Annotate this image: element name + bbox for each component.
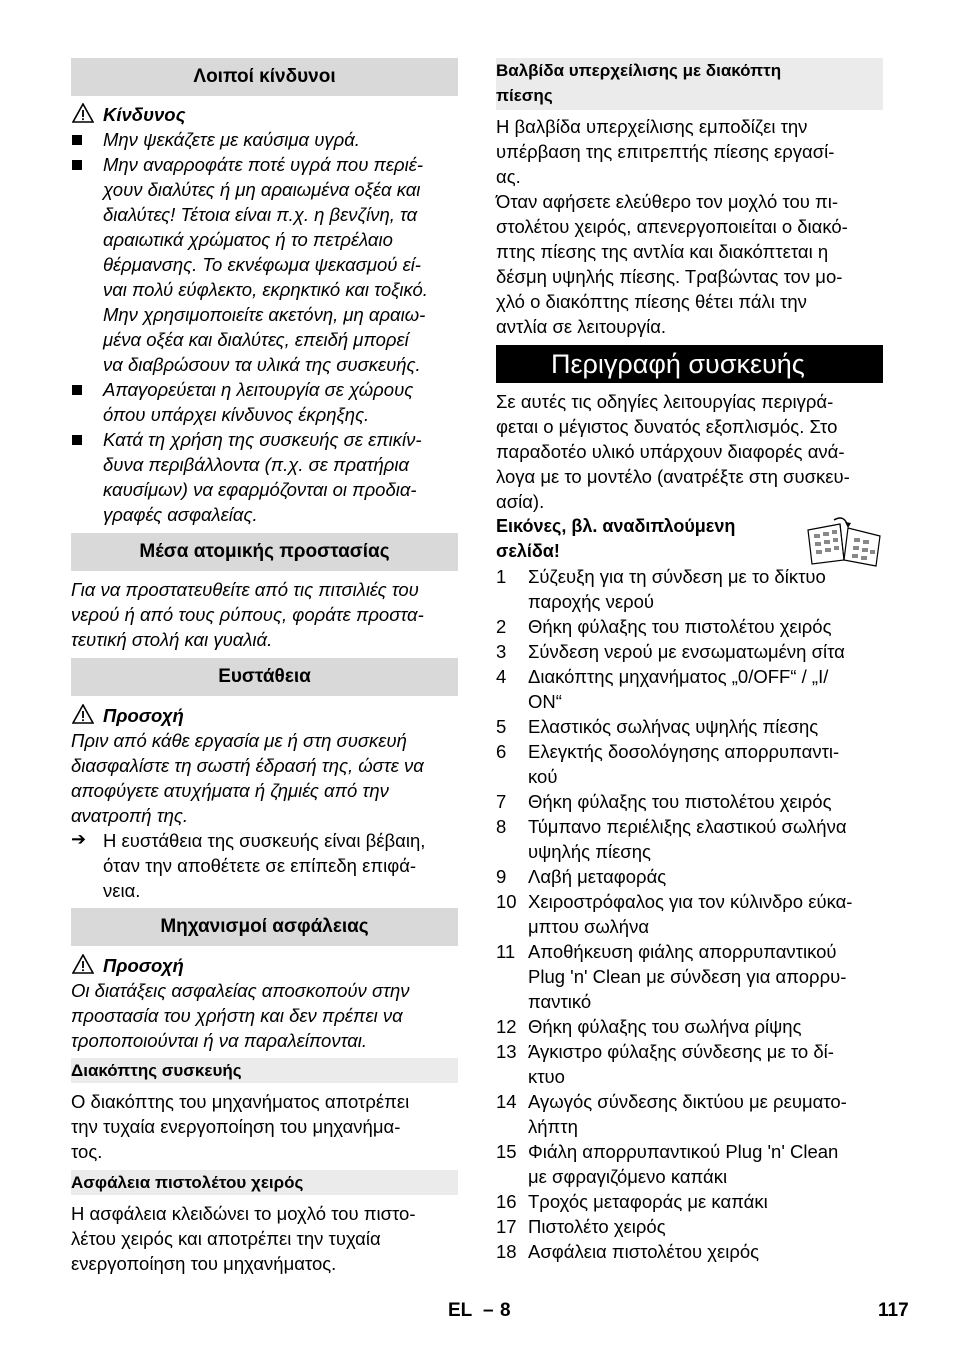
- list-item-number: 8: [496, 816, 507, 837]
- footer-separator: –: [483, 1300, 494, 1321]
- list-item-text: Χειροστρόφαλος για τον κύλινδρο εύκα-: [528, 891, 853, 912]
- subheading-valve: [496, 58, 883, 110]
- bullet-text-line: να διαβρώσουν τα υλικά της συσκευής.: [103, 354, 421, 375]
- bullet-square-icon: [72, 435, 82, 445]
- text-line: όταν την αποθέτετε σε επίπεδη επιφά-: [103, 855, 417, 876]
- list-item-text: υψηλής πίεσης: [528, 841, 651, 862]
- footer-local-page: 8: [500, 1300, 511, 1321]
- list-item-number: 12: [496, 1016, 517, 1037]
- bullet-text-line: θέρμανσης. Το εκνέφωμα ψεκασμού εί-: [103, 254, 421, 275]
- text-line: Όταν αφήσετε ελεύθερο τον μοχλό του πι-: [496, 191, 839, 212]
- footer-language: EL: [448, 1300, 473, 1321]
- list-item-text: Τύμπανο περιέλιξης ελαστικού σωλήνα: [528, 816, 847, 837]
- caution-label: Προσοχή: [103, 705, 184, 726]
- warning-icon: [72, 103, 94, 123]
- bullet-text-line: Μην χρησιμοποιείτε ακετόνη, μη αραιω-: [103, 304, 426, 325]
- arrow-right-icon: ➔: [71, 829, 87, 849]
- figures-note-line: Εικόνες, βλ. αναδιπλούμενη: [496, 516, 736, 536]
- text-line: παραδοτέο υλικό υπάρχουν διαφορές ανά-: [496, 441, 845, 462]
- section-heading-safety: Μηχανισμοί ασφάλειας: [71, 908, 458, 946]
- list-item-text: Θήκη φύλαξης του πιστολέτου χειρός: [528, 791, 832, 812]
- warning-icon: [72, 954, 94, 974]
- list-item-text: Άγκιστρο φύλαξης σύνδεσης με το δί-: [528, 1041, 834, 1062]
- list-item-text: Αποθήκευση φιάλης απορρυπαντικού: [528, 941, 837, 962]
- list-item-number: 14: [496, 1091, 517, 1112]
- bullet-text-line: Κατά τη χρήση της συσκευής σε επικίν-: [103, 429, 422, 450]
- list-item-text: λήπτη: [528, 1116, 578, 1137]
- text-line: αντλία σε λειτουργία.: [496, 316, 667, 337]
- list-item-number: 16: [496, 1191, 517, 1212]
- foldout-page-icon: [804, 516, 884, 568]
- list-item-number: 6: [496, 741, 507, 762]
- list-item-number: 4: [496, 666, 507, 687]
- bullet-text-line: Μην ψεκάζετε με καύσιμα υγρά.: [103, 129, 360, 150]
- list-item-text: με σφραγιζόμενο καπάκι: [528, 1166, 728, 1187]
- list-item-number: 10: [496, 891, 517, 912]
- figures-note: [496, 514, 735, 564]
- list-item-number: 15: [496, 1141, 517, 1162]
- text-line: τροποποιούνται ή να παραλείπονται.: [71, 1030, 368, 1051]
- text-line: ασία).: [496, 491, 545, 512]
- text-line: δέσμη υψηλής πίεσης. Τραβώντας τον μο-: [496, 266, 843, 287]
- list-item-number: 5: [496, 716, 507, 737]
- text-line: την τυχαία ενεργοποίηση του μηχανήμα-: [71, 1116, 401, 1137]
- text-line: Η ασφάλεια κλειδώνει το μοχλό του πιστο-: [71, 1203, 416, 1224]
- text-line: Πριν από κάθε εργασία με ή στη συσκευή: [71, 730, 407, 751]
- list-item-number: 9: [496, 866, 507, 887]
- bullet-square-icon: [72, 385, 82, 395]
- bullet-text-line: Μην αναρροφάτε ποτέ υγρά που περιέ-: [103, 154, 424, 175]
- list-item-text: Λαβή μεταφοράς: [528, 866, 667, 887]
- text-line: Για να προστατευθείτε από τις πιτσιλιές του: [71, 579, 419, 600]
- valve-heading-line: πίεσης: [496, 86, 553, 105]
- list-item-text: ON“: [528, 691, 562, 712]
- text-line: ανατροπή της.: [71, 805, 189, 826]
- text-line: Η βαλβίδα υπερχείλισης εμποδίζει την: [496, 116, 808, 137]
- list-item-text: Σύνδεση νερού με ενσωματωμένη σίτα: [528, 641, 845, 662]
- bullet-square-icon: [72, 135, 82, 145]
- warning-icon: [72, 704, 94, 724]
- text-line: Ο διακόπτης του μηχανήματος αποτρέπει: [71, 1091, 410, 1112]
- section-heading-risks: Λοιποί κίνδυνοι: [71, 58, 458, 96]
- list-item-text: Ελαστικός σωλήνας υψηλής πίεσης: [528, 716, 819, 737]
- text-line: προστασία του χρήστη και δεν πρέπει να: [71, 1005, 403, 1026]
- list-item-text: παντικό: [528, 991, 592, 1012]
- list-item-number: 17: [496, 1216, 517, 1237]
- list-item-text: Διακόπτης μηχανήματος „0/OFF“ / „I/: [528, 666, 829, 687]
- section-heading-stability: Ευστάθεια: [71, 658, 458, 696]
- list-item-number: 1: [496, 566, 507, 587]
- bullet-text-line: διαλύτες! Τέτοια είναι π.χ. η βενζίνη, τα: [103, 204, 418, 225]
- text-line: Η ευστάθεια της συσκευής είναι βέβαιη,: [103, 830, 426, 851]
- text-line: πτης πίεσης της αντλία και διακόπτεται η: [496, 241, 829, 262]
- text-line: Σε αυτές τις οδηγίες λειτουργίας περιγρά-: [496, 391, 834, 412]
- valve-heading-line: Βαλβίδα υπερχείλισης με διακόπτη: [496, 61, 782, 80]
- text-line: ας.: [496, 166, 521, 187]
- text-line: λογα με το μοντέλο (ανατρέξτε στη συσκευ-: [496, 466, 850, 487]
- list-item-number: 3: [496, 641, 507, 662]
- text-line: ενεργοποίηση του μηχανήματος.: [71, 1253, 337, 1274]
- text-line: νεια.: [103, 880, 141, 901]
- bullet-text-line: όπου υπάρχει κίνδυνος έκρηξης.: [103, 404, 370, 425]
- bullet-text-line: Απαγορεύεται η λειτουργία σε χώρους: [103, 379, 414, 400]
- text-line: υπέρβαση της επιτρεπτής πίεσης εργασί-: [496, 141, 835, 162]
- list-item-text: Πιστολέτο χειρός: [528, 1216, 666, 1237]
- text-line: αποφύγετε ατυχήματα ή ζημιές από την: [71, 780, 389, 801]
- bullet-text-line: καυσίμων) να εφαρμόζονται οι προδια-: [103, 479, 417, 500]
- danger-label: Κίνδυνος: [103, 104, 186, 125]
- subheading-gun-lock: Ασφάλεια πιστολέτου χειρός: [71, 1170, 458, 1195]
- section-heading-ppe: Μέσα ατομικής προστασίας: [71, 533, 458, 571]
- list-item-text: κτυο: [528, 1066, 565, 1087]
- description-title-text: Περιγραφή συσκευής: [551, 349, 805, 379]
- list-item-text: κού: [528, 766, 558, 787]
- bullet-text-line: αραιωτικά χρώματος ή το πετρέλαιο: [103, 229, 393, 250]
- bullet-text-line: ναι πολύ εύφλεκτο, εκρηκτικό και τοξικό.: [103, 279, 428, 300]
- text-line: τευτική στολή και γυαλιά.: [71, 629, 273, 650]
- description-title: [496, 345, 883, 383]
- list-item-text: παροχής νερού: [528, 591, 654, 612]
- caution-label-2: Προσοχή: [103, 955, 184, 976]
- bullet-text-line: χουν διαλύτες ή μη αραιωμένα οξέα και: [103, 179, 421, 200]
- list-item-text: Θήκη φύλαξης του σωλήνα ρίψης: [528, 1016, 802, 1037]
- list-item-text: Σύζευξη για τη σύνδεση με το δίκτυο: [528, 566, 826, 587]
- list-item-text: μπτου σωλήνα: [528, 916, 650, 937]
- bullet-text-line: δυνα περιβάλλοντα (π.χ. σε πρατήρια: [103, 454, 410, 475]
- figures-note-line: σελίδα!: [496, 541, 560, 561]
- list-item-text: Τροχός μεταφοράς με καπάκι: [528, 1191, 768, 1212]
- list-item-number: 18: [496, 1241, 517, 1262]
- list-item-text: Θήκη φύλαξης του πιστολέτου χειρός: [528, 616, 832, 637]
- list-item-text: Ελεγκτής δοσολόγησης απορρυπαντι-: [528, 741, 840, 762]
- list-item-number: 11: [496, 941, 516, 962]
- bullet-text-line: γραφές ασφαλείας.: [103, 504, 258, 525]
- text-line: διασφαλίστε τη σωστή έδρασή της, ώστε να: [71, 755, 424, 776]
- footer-page-number: 117: [878, 1300, 909, 1321]
- bullet-square-icon: [72, 160, 82, 170]
- list-item-text: Αγωγός σύνδεσης δικτύου με ρευματο-: [528, 1091, 847, 1112]
- text-line: φεται ο μέγιστος δυνατός εξοπλισμός. Στο: [496, 416, 838, 437]
- list-item-number: 2: [496, 616, 507, 637]
- list-item-text: Φιάλη απορρυπαντικού Plug 'n' Clean: [528, 1141, 839, 1162]
- list-item-text: Ασφάλεια πιστολέτου χειρός: [528, 1241, 760, 1262]
- text-line: λέτου χειρός και αποτρέπει την τυχαία: [71, 1228, 381, 1249]
- text-line: τος.: [71, 1141, 103, 1162]
- text-line: χλό ο διακόπτης πίεσης θέτει πάλι την: [496, 291, 807, 312]
- text-line: στολέτου χειρός, απενεργοποιείται ο διακό-: [496, 216, 848, 237]
- subheading-switch: Διακόπτης συσκευής: [71, 1058, 458, 1083]
- list-item-number: 7: [496, 791, 507, 812]
- text-line: νερού ή από τους ρύπους, φοράτε προστα-: [71, 604, 424, 625]
- list-item-text: Plug 'n' Clean με σύνδεση για απορρυ-: [528, 966, 847, 987]
- text-line: Οι διατάξεις ασφαλείας αποσκοπούν στην: [71, 980, 410, 1001]
- list-item-number: 13: [496, 1041, 517, 1062]
- bullet-text-line: μένα οξέα και διαλύτες, επειδή μπορεί: [103, 329, 409, 350]
